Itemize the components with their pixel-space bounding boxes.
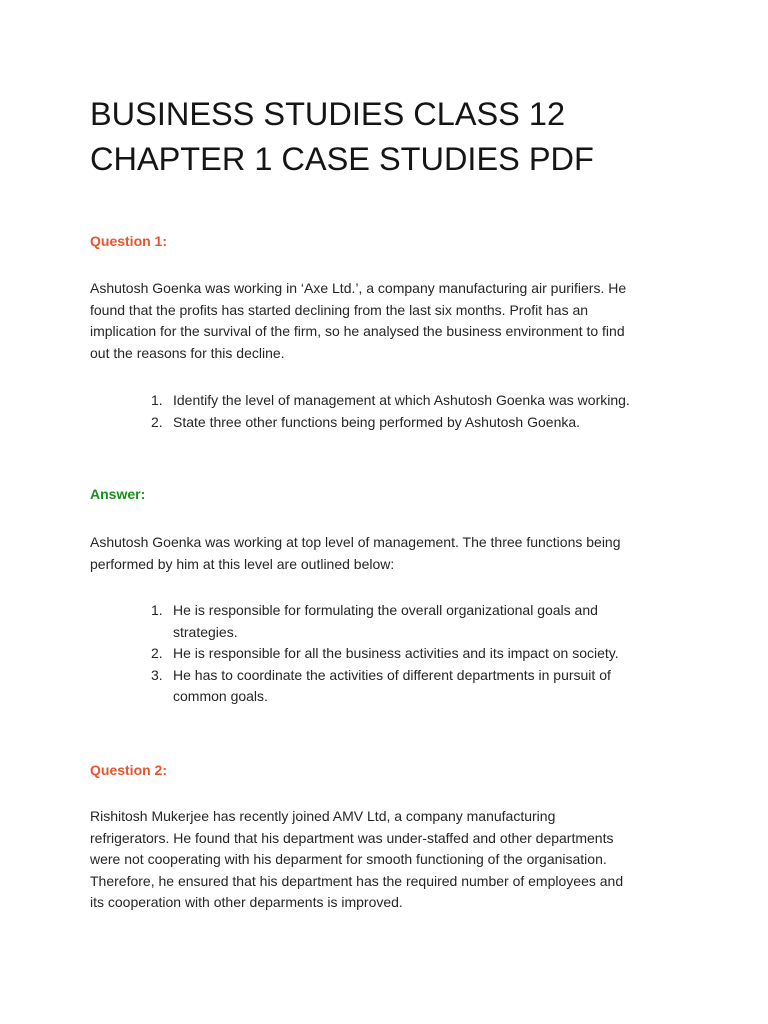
list-item: [151, 600, 741, 643]
question-1-text: Ashutosh Goenka was working in ‘Axe Ltd.’, a company manufacturing air purifiers. He found that the profits has started declining from the last six months. Profit has an implication for the survival of the firm, so he analysed the business environment to find out the reasons for this decline.: [90, 280, 627, 361]
question-2-label: Question 2:: [90, 762, 168, 778]
answer-1-label: Answer:: [90, 486, 146, 502]
list-item-number: 1.: [151, 392, 163, 408]
document-title: BUSINESS STUDIES CLASS 12 CHAPTER 1 CASE STUDIES PDF: [90, 96, 594, 177]
question-1-label: Question 1:: [90, 233, 168, 249]
list-item-number: 3.: [151, 666, 163, 683]
list-item-number: 2.: [151, 645, 163, 662]
list-item: [151, 643, 741, 665]
list-item-text: Identify the level of management at which Ashutosh Goenka was working.: [173, 392, 630, 408]
list-item: [151, 412, 741, 434]
list-item-text: He has to coordinate the activities of different departments in pursuit of common goals.: [173, 666, 611, 705]
list-item-text: He is responsible for all the business activities and its impact on society.: [173, 645, 619, 662]
list-item-number: 1.: [151, 602, 163, 618]
answer-1-list: [151, 600, 741, 708]
list-item-number: 2.: [151, 413, 163, 430]
list-item: [151, 390, 741, 412]
list-item-text: He is responsible for formulating the overall organizational goals and strategies.: [173, 602, 598, 640]
list-item: [151, 665, 741, 708]
question-1-list: [151, 390, 741, 433]
answer-1-text: Ashutosh Goenka was working at top level of management. The three functions being performed by him at this level are outlined below:: [90, 534, 621, 572]
question-2-text: Rishitosh Mukerjee has recently joined AMV Ltd, a company manufacturing refrigerators. He found that his department was under-staffed and other departments were not cooperating with his deparment for smooth functioning of the organisation. Therefore, he ensured that his department has the required number of employees and its cooperation with other deparments is improved.: [90, 808, 624, 911]
list-item-text: State three other functions being performed by Ashutosh Goenka.: [173, 413, 581, 430]
